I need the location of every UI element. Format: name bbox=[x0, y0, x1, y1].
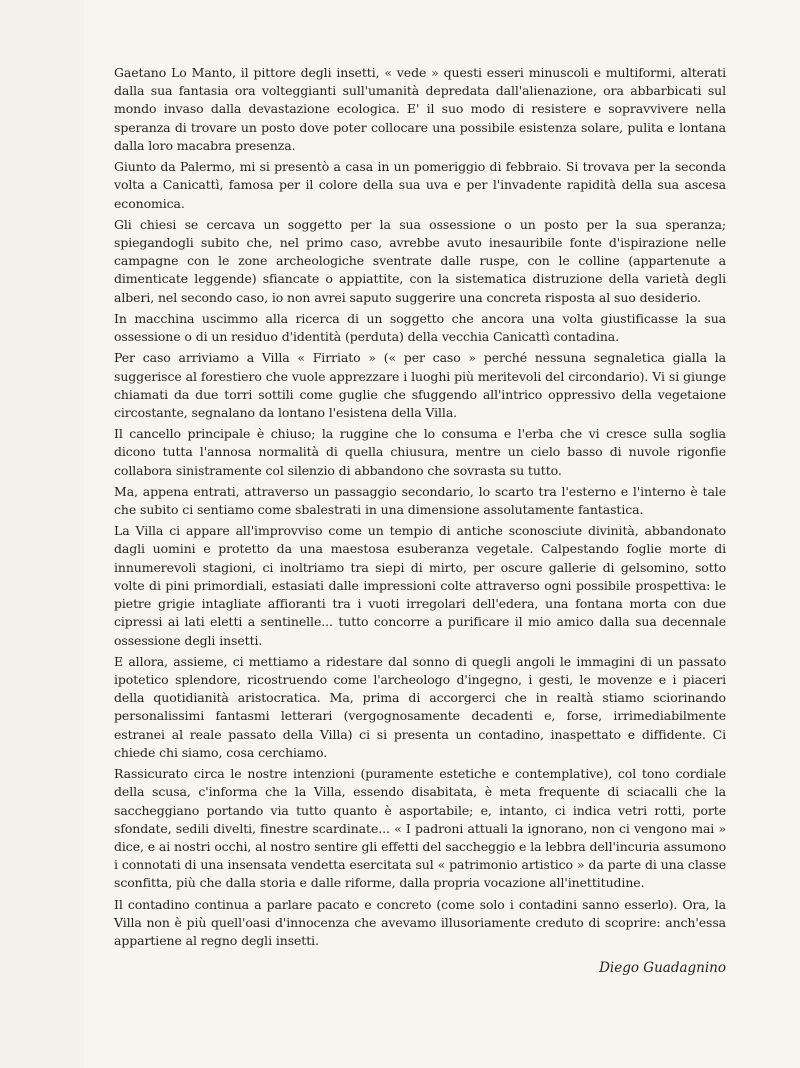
author-signature: Diego Guadagnino bbox=[599, 960, 726, 976]
paragraph-6: Il cancello principale è chiuso; la ruggine che lo consuma e l'erba che vi cresce sulla soglia dicono tutta l'annosa normalità di quella chiusura, mentre un cielo basso di nuvole rigonfie collabora sinistramente col silenzio di abbandono che sovrasta su tutto. bbox=[114, 426, 726, 478]
paragraph-11: Il contadino continua a parlare pacato e concreto (come solo i contadini sanno esserlo). Ora, la Villa non è più quell'oasi d'innocenza che avevamo illusoriamente creduto di scoprire: anch'essa appartiene al regno degli insetti. bbox=[114, 896, 726, 949]
paragraph-9: E allora, assieme, ci mettiamo a ridestare dal sonno di quegli angoli le immagini di un passato ipotetico splendore, ricostruendo come l'archeologo d'ingegno, i gesti, le movenze e i piaceri della quotidianità aristocratica. Ma, prima di accorgerci che in realtà stiamo sciorinando personalissimi fantasmi letterari (vergognosamente decadenti e, forse, irrimediabilmente estranei al reale passato della Villa) ci si presenta un contadino, inaspettato e diffidente. Ci chiede chi siamo, cosa cerchiamo. bbox=[114, 653, 726, 760]
paragraph-7: Ma, appena entrati, attraverso un passaggio secondario, lo scarto tra l'esterno e l'interno è tale che subito ci sentiamo come sbalestrati in una dimensione assolutamente fantastica. bbox=[114, 483, 726, 518]
paragraph-1: Gaetano Lo Manto, il pittore degli insetti, « vede » questi esseri minuscoli e multiformi, alterati dalla sua fantasia ora volteggianti sull'umanità depredata dall'alienazione, ora abbarbicati sul mondo invaso dalla devastazione ecologica. E' il suo modo di resistere e sopravvivere nella speranza di trovare un posto dove poter collocare una possibile esistenza solare, pulita e lontana dalla loro macabra presenza. bbox=[114, 65, 726, 153]
paragraph-3: Gli chiesi se cercava un soggetto per la sua ossessione o un posto per la sua speranza; spiegandogli subito che, nel primo caso, avrebbe avuto inesauribile fonte d'ispirazione nelle campagne con le zone archeologiche sventrate dalle ruspe, con le colline (appartenute a dimenticate leggende) sfiancate o appiattite, con la sistematica distruzione della varietà degli alberi, nel secondo caso, io non avrei saputo suggerire una concreta risposta al suo desiderio. bbox=[114, 216, 726, 305]
paragraph-10: Rassicurato circa le nostre intenzioni (puramente estetiche e contemplative), col tono cordiale della scusa, c'informa che la Villa, essendo disabitata, è meta frequente di sciacalli che la saccheggiano portando via tutto quanto è asportabile; e, intanto, ci indica vetri rotti, porte sfondate, sedili divelti, finestre scardinate... « I padroni attuali la ignorano, non ci vengono mai » dice, e ai nostri occhi, al nostro sentire gli effetti del saccheggio e la lebbra dell'incuria assumono i connotati di una insensata vendetta esercitata sul « patrimonio artistico » da parte di una classe sconfitta, più che dalla storia e dalle riforme, dalla propria vocazione all'inettitudine. bbox=[114, 766, 726, 891]
paragraph-2: Giunto da Palermo, mi si presentò a casa in un pomeriggio di febbraio. Si trovava per la seconda volta a Canicattì, famosa per il colore della sua uva e per l'invadente rapidità della sua ascesa economica. bbox=[114, 159, 726, 211]
paragraph-8: La Villa ci appare all'improvviso come un tempio di antiche sconosciute divinità, abbandonato dagli uomini e protetto da una maestosa esuberanza vegetale. Calpestando foglie morte di innumerevoli stagioni, ci inoltriamo tra siepi di mirto, per oscure gallerie di gelsomino, sotto volte di pini primordiali, estasiati dalle impressioni colte attraverso ogni possibile prospettiva: le pietre grigie intagliate affioranti tra i vuoti irregolari dell'edera, una fontana morta con due cipressi ai lati eletti a sentinelle... tutto concorre a purificare il mio amico dalla sua decennale ossessione degli insetti. bbox=[114, 523, 726, 648]
paragraph-5: Per caso arriviamo a Villa « Firriato » (« per caso » perché nessuna segnaletica gialla la suggerisce al forestiero che vuole apprezzare i luoghi più meritevoli del circondario). Vi si giunge chiamati da due torri sottili come guglie che sfuggendo all'intrico oppressivo della vegetaione circostante, segnalano da lontano l'esistena della Villa. bbox=[114, 350, 726, 420]
article-body bbox=[114, 64, 726, 953]
paragraph-4: In macchina uscimmo alla ricerca di un soggetto che ancora una volta giustificasse la sua ossessione o di un residuo d'identità (perduta) della vecchia Canicattì contadina. bbox=[114, 310, 726, 345]
